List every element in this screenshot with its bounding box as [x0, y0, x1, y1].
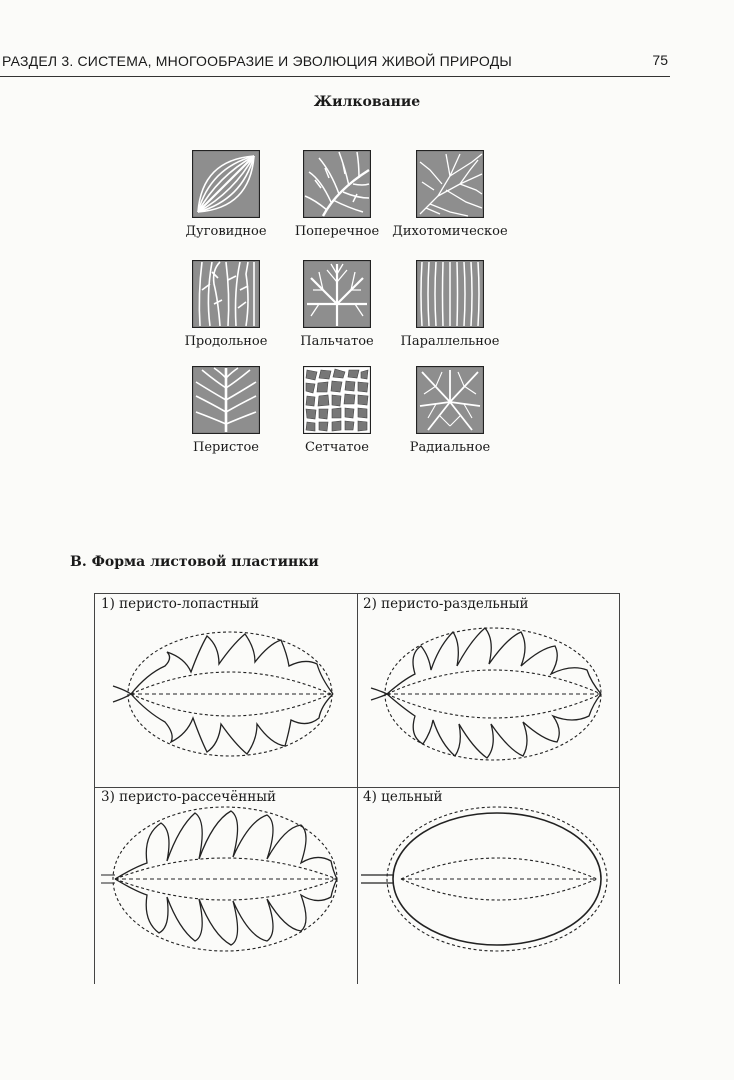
venation-item-reticulate: [272, 366, 402, 455]
leaf-shape-label: 4) цельный: [363, 789, 443, 805]
venation-label: Поперечное: [294, 224, 380, 239]
entire-leaf-figure: [357, 787, 619, 984]
leaf-shape-entire: [357, 787, 619, 980]
page-header: [0, 50, 670, 77]
transverse-venation-image: [303, 150, 371, 218]
palmate-venation-image: [303, 260, 371, 328]
arcuate-venation-image: [192, 150, 260, 218]
section-title: РАЗДЕЛ 3. СИСТЕМА, МНОГООБРАЗИЕ И ЭВОЛЮЦИЯ ЖИВОЙ ПРИРОДЫ: [2, 53, 512, 69]
pinnate-venation-image: [192, 366, 260, 434]
venation-label: Перистое: [192, 440, 259, 455]
longitudinal-venation-image: [192, 260, 260, 328]
leaf-shape-pinnatilobate: [95, 594, 357, 787]
venation-label: Сетчатое: [305, 440, 369, 455]
venation-label: Параллельное: [400, 334, 500, 349]
pinnatilobate-leaf-figure: [95, 594, 357, 787]
leaf-shape-label: 2) перисто-раздельный: [363, 596, 529, 612]
leaf-shape-label: 3) перисто-рассечённый: [101, 789, 276, 805]
page-number: 75: [652, 52, 668, 68]
dichotomous-venation-image: [416, 150, 484, 218]
venation-label: Пальчатое: [300, 334, 374, 349]
venation-label: Радиальное: [409, 440, 491, 455]
leaf-shape-grid: [94, 593, 620, 984]
leaf-shape-label: 1) перисто-лопастный: [101, 596, 260, 612]
pinnatisect-leaf-figure: [95, 787, 357, 984]
radial-venation-image: [416, 366, 484, 434]
venation-label: Дуговидное: [185, 224, 267, 239]
leaf-shape-pinnatisect: [95, 787, 357, 980]
venation-item-parallel: [385, 260, 515, 349]
venation-item-palmate: [272, 260, 402, 349]
parallel-venation-image: [416, 260, 484, 328]
leaf-shape-pinnatipartite: [357, 594, 619, 787]
reticulate-venation-image: [303, 366, 371, 434]
venation-item-dichotomous: [385, 150, 515, 239]
pinnatipartite-leaf-figure: [357, 594, 619, 787]
section-title-leaf-shape: В. Форма листовой пластинки: [70, 554, 319, 570]
venation-item-radial: [385, 366, 515, 455]
venation-label: Дихотомическое: [392, 224, 508, 239]
venation-label: Продольное: [184, 334, 268, 349]
venation-title: Жилкование: [313, 94, 421, 110]
venation-item-transverse: [272, 150, 402, 239]
